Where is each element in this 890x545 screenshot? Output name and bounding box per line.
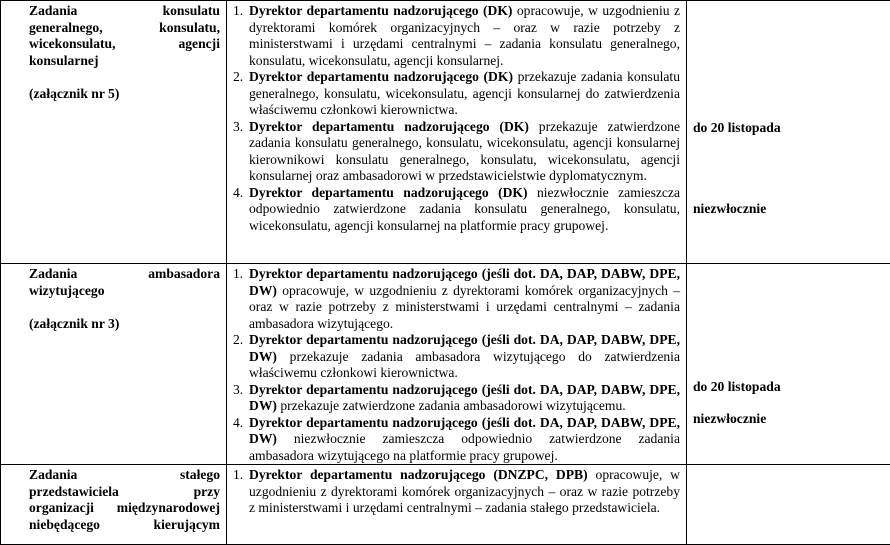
list-item: 3. Dyrektor departamentu nadzorującego (jeśli dot. DA, DAP, DABW, DPE, DW) przekazuje zatwierdzone zadania ambasadorowi wizytującemu.	[233, 382, 680, 415]
table-row	[1, 264, 890, 465]
task-title-line: wicekonsulatu, agencji	[29, 36, 220, 53]
task-title-line: Zadania stałego	[29, 467, 220, 484]
task-title-line: przedstawiciela przy	[29, 484, 220, 501]
task-name-cell	[1, 264, 227, 465]
task-title-line: konsularnej	[29, 53, 220, 70]
list-item: 3. Dyrektor departamentu nadzorującego (DK) przekazuje zatwierdzone zadania konsulatu generalnego, konsulatu, wicekonsulatu, agencji konsularnej kierownikowi konsulatu generalnego, konsulatu, wicekonsulatu, agencji konsularnej oraz ambasadorowi w przedstawicielstwie dyplomatycznym.	[233, 119, 680, 185]
list-item: 1. Dyrektor departamentu nadzorującego (DNZPC, DPB) opracowuje, w uzgodnieniu z dyrektorami komórek organizacyjnych – oraz w razie potrzeby z ministerstwami i urzędami centralnymi – zadania stałego przedstawiciela.	[233, 467, 680, 517]
steps-list	[227, 465, 686, 517]
task-title-line: generalnego, konsulatu,	[29, 20, 220, 37]
deadline-cell	[687, 1, 890, 264]
list-item: 4. Dyrektor departamentu nadzorującego (jeśli dot. DA, DAP, DABW, DPE, DW) niezwłocznie zamieszcza odpowiednio zatwierdzone zadania ambasadora wizytującego na platformie pracy grupowej.	[233, 415, 680, 465]
table-row	[1, 1, 890, 264]
list-item: 2. Dyrektor departamentu nadzorującego (jeśli dot. DA, DAP, DABW, DPE, DW) przekazuje zadania ambasadora wizytującego do zatwierdzenia właściwemu członkowi kierownictwa.	[233, 332, 680, 382]
list-item: 2. Dyrektor departamentu nadzorującego (DK) przekazuje zadania konsulatu generalnego, konsulatu, wicekonsulatu, agencji konsularnej do zatwierdzenia właściwemu członkowi kierownictwa.	[233, 69, 680, 119]
task-title-line: wizytującego	[29, 283, 220, 300]
task-title-line: niebędącego kierującym	[29, 517, 220, 534]
list-item: 4. Dyrektor departamentu nadzorującego (DK) niezwłocznie zamieszcza odpowiednio zatwierdzone zadania konsulatu generalnego, konsulatu, wicekonsulatu, agencji konsularnej na platformie pracy grupowej.	[233, 185, 680, 235]
task-name-cell	[1, 1, 227, 264]
deadline-text: niezwłocznie	[693, 201, 766, 218]
deadline-text: do 20 listopada	[693, 379, 781, 396]
annex-label: (załącznik nr 5)	[29, 86, 220, 103]
deadline-cell	[687, 465, 890, 545]
task-name-cell	[1, 465, 227, 545]
procedure-steps-cell	[227, 1, 687, 264]
list-item: 1. Dyrektor departamentu nadzorującego (DK) opracowuje, w uzgodnieniu z dyrektorami komórek organizacyjnych – oraz w razie potrzeby z ministerstwami i urzędami centralnymi – zadania konsulatu generalnego, konsulatu, wicekonsulatu, agencji konsularnej.	[233, 3, 680, 69]
deadline-cell	[687, 264, 890, 465]
deadline-text: do 20 listopada	[693, 120, 781, 137]
annex-label: (załącznik nr 3)	[29, 316, 220, 333]
task-title-line: Zadania konsulatu	[29, 3, 220, 20]
task-title-line: Zadania ambasadora	[29, 266, 220, 283]
procedure-steps-cell	[227, 465, 687, 545]
task-title-line: organizacji międzynarodowej	[29, 500, 220, 517]
deadline-text: niezwłocznie	[693, 411, 766, 428]
list-item: 1. Dyrektor departamentu nadzorującego (jeśli dot. DA, DAP, DABW, DPE, DW) opracowuje, w uzgodnieniu z dyrektorami komórek organizacyjnych – oraz w razie potrzeby z ministerstwami i urzędami centralnymi – zadania ambasadora wizytującego.	[233, 266, 680, 332]
steps-list	[227, 264, 686, 464]
procedure-steps-cell	[227, 264, 687, 465]
table-row	[1, 465, 890, 545]
steps-list	[227, 1, 686, 234]
